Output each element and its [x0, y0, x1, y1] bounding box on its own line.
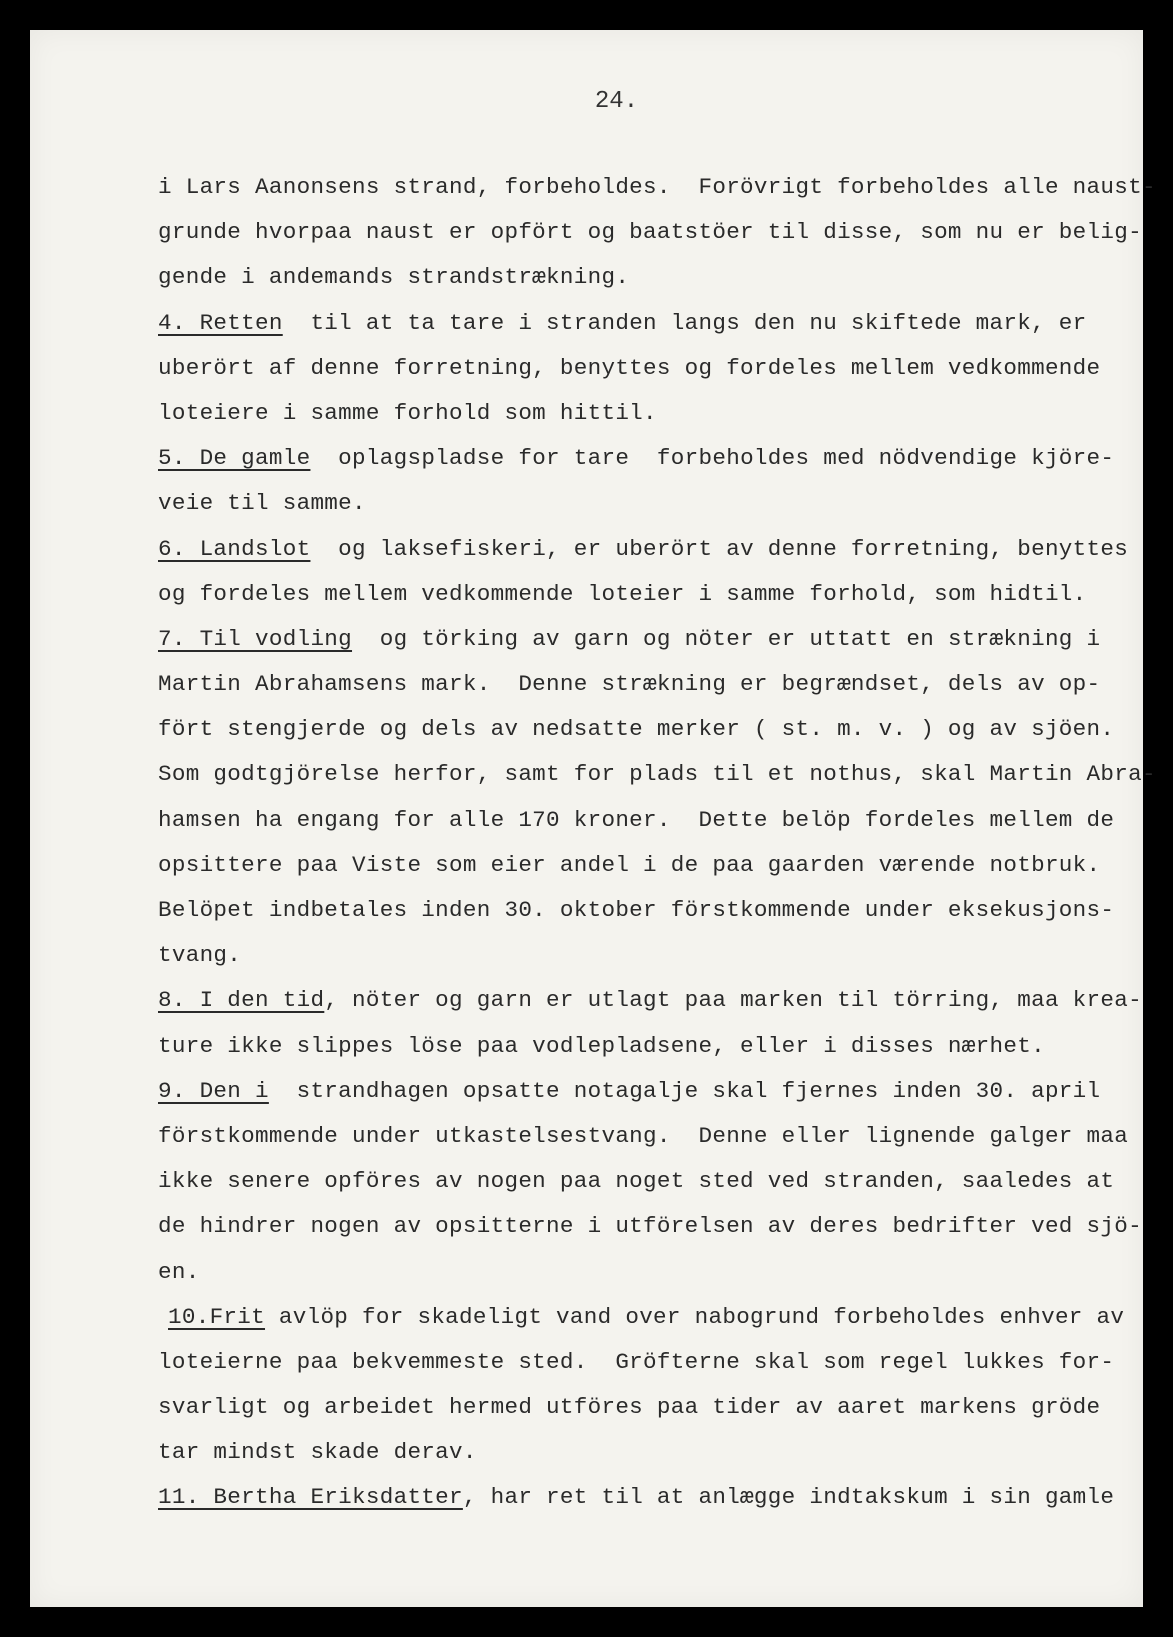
text-line: en.	[158, 1258, 200, 1285]
text-line: opsittere paa Viste som eier andel i de paa gaarden værende notbruk.	[158, 851, 1101, 878]
section-heading: 11. Bertha Eriksdatter	[158, 1484, 463, 1511]
text-line: fört stengjerde og dels av nedsatte merker ( st. m. v. ) og av sjöen.	[158, 716, 1115, 743]
text-line: Martin Abrahamsens mark. Denne strækning er begrændset, dels av op-	[158, 671, 1101, 698]
section-4-line: 4. Retten til at ta tare i stranden langs den nu skiftede mark, er	[158, 309, 1087, 336]
body-text	[158, 165, 1156, 1521]
text-line: veie til samme.	[158, 490, 366, 517]
text-line: i Lars Aanonsens strand, forbeholdes. Forövrigt forbeholdes alle naust-	[158, 174, 1156, 200]
section-heading: 7. Til vodling	[158, 625, 353, 652]
text-line: ture ikke slippes löse paa vodlepladsene, eller i disses nærhet.	[158, 1032, 1045, 1059]
text-line: loteiere i samme forhold som hittil.	[158, 399, 657, 426]
text-line: gende i andemands strandstrækning.	[158, 264, 630, 291]
section-heading: 9. Den i	[158, 1077, 269, 1104]
page-number: 24.	[594, 88, 639, 115]
section-heading: 6. Landslot	[158, 535, 311, 562]
text-line: tar mindst skade derav.	[158, 1439, 477, 1466]
text-line: loteierne paa bekvemmeste sted. Gröfterne skal som regel lukkes for-	[158, 1348, 1115, 1375]
section-9-line: 9. Den i strandhagen opsatte notagalje skal fjernes inden 30. april	[158, 1077, 1101, 1104]
text-line: de hindrer nogen av opsitterne i utförelsen av deres bedrifter ved sjö-	[158, 1213, 1142, 1240]
section-11-line: 11. Bertha Eriksdatter, har ret til at anlægge indtakskum i sin gamle	[158, 1484, 1115, 1511]
text-line: uberört af denne forretning, benyttes og fordeles mellem vedkommende	[158, 354, 1101, 381]
section-heading: 4. Retten	[158, 309, 283, 336]
section-heading: 5. De gamle	[158, 445, 311, 472]
text-line: grunde hvorpaa naust er opfört og baatstöer til disse, som nu er belig-	[158, 219, 1142, 246]
text-line: förstkommende under utkastelsestvang. Denne eller lignende galger maa	[158, 1122, 1129, 1149]
text-line: Som godtgjörelse herfor, samt for plads til et nothus, skal Martin Abra-	[158, 761, 1156, 788]
section-heading: 8. I den tid	[158, 987, 325, 1014]
text-line: svarligt og arbeidet hermed utföres paa tider av aaret markens gröde	[158, 1394, 1101, 1421]
section-7-line: 7. Til vodling og törking av garn og nöter er uttatt en strækning i	[158, 625, 1101, 652]
document-page	[30, 30, 1156, 1607]
text-line: og fordeles mellem vedkommende loteier i samme forhold, som hidtil.	[158, 580, 1087, 607]
section-5-line: 5. De gamle oplagspladse for tare forbeholdes med nödvendige kjöre-	[158, 445, 1115, 472]
section-6-line: 6. Landslot og laksefiskeri, er uberört av denne forretning, benyttes	[158, 535, 1129, 562]
text-line: ikke senere opföres av nogen paa noget sted ved stranden, saaledes at	[158, 1168, 1115, 1195]
text-line: tvang.	[158, 942, 242, 969]
section-heading: 10.Frit	[168, 1303, 266, 1330]
section-10-line: 10.Frit avlöp for skadeligt vand over nabogrund forbeholdes enhver av	[168, 1303, 1125, 1330]
text-line: hamsen ha engang for alle 170 kroner. Dette belöp fordeles mellem de	[158, 806, 1115, 833]
text-line: Belöpet indbetales inden 30. oktober förstkommende under eksekusjons-	[158, 897, 1115, 923]
section-8-line: 8. I den tid, nöter og garn er utlagt paa marken til törring, maa krea-	[158, 987, 1142, 1014]
